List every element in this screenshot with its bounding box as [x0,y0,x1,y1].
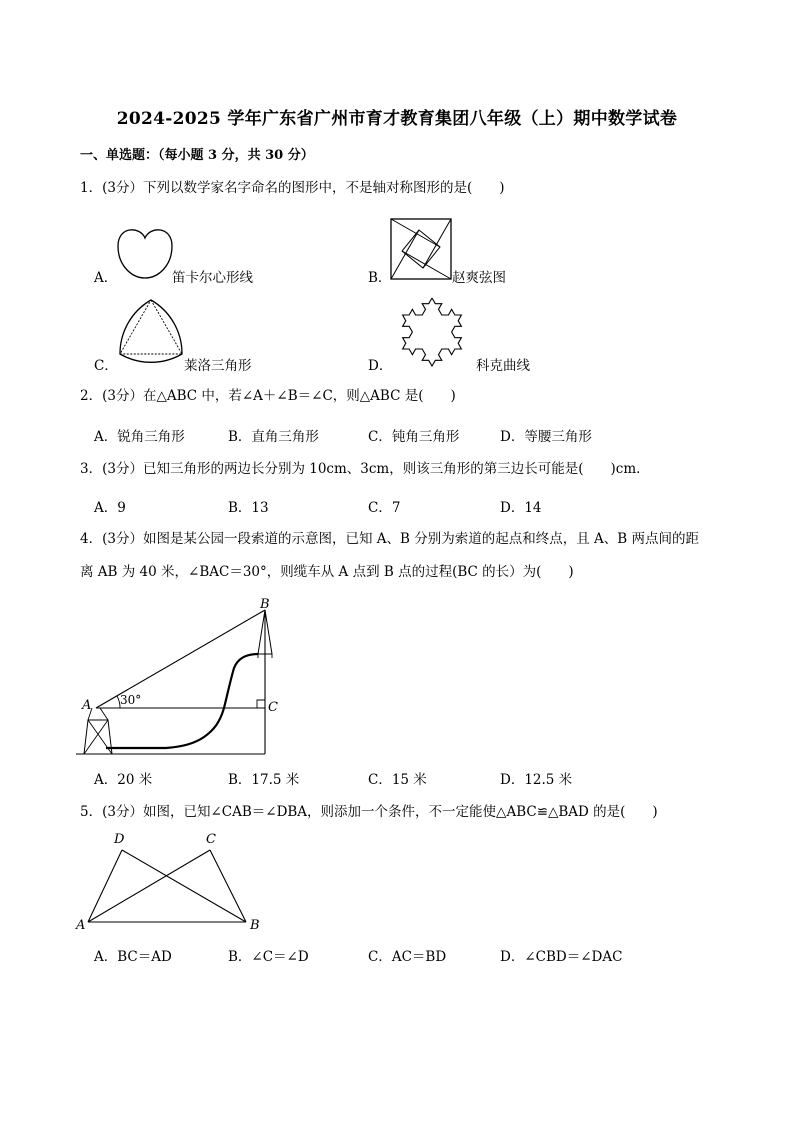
q5-option-c: C．AC＝BD [368,949,447,965]
reuleaux-triangle-figure [116,298,186,358]
q5-label-d: D [114,832,125,847]
cardioid-figure [110,224,180,284]
question-4-stem-line-1: 4．(3分）如图是某公园一段索道的示意图，已知 A、B 分别为索道的起点和终点，且 A、B 两点间的距 [80,531,699,547]
q2-option-a: A．锐角三角形 [94,429,185,445]
q1-option-a-letter: A． [94,270,118,286]
q4-label-c: C [268,700,278,715]
q2-option-b: B．直角三角形 [228,429,319,445]
q4-angle-label: 30° [120,693,142,707]
zhao-shuang-diagram-figure [390,218,454,282]
q5-option-d: D．∠CBD＝∠DAC [500,949,623,965]
page-title: 2024-2025 学年广东省广州市育才教育集团八年级（上）期中数学试卷 [116,109,678,129]
cable-car-figure [76,596,286,758]
q5-option-b: B．∠C＝∠D [228,949,309,965]
q5-label-c: C [206,832,216,847]
q3-option-c: C．7 [368,500,401,516]
question-1-stem: 1．(3分）下列以数学家名字命名的图形中，不是轴对称图形的是( ) [80,180,505,196]
q1-option-b-letter: B． [368,270,392,286]
q1-option-a-caption: 笛卡尔心形线 [172,270,253,286]
q3-option-d: D．14 [500,500,542,516]
question-5-stem: 5．(3分）如图，已知∠CAB＝∠DBA，则添加一个条件，不一定能使△ABC≌△BAD 的是( ) [80,804,658,820]
q1-option-d-letter: D． [368,358,393,374]
q3-option-a: A．9 [94,500,126,516]
q1-option-b-caption: 赵爽弦图 [452,270,506,286]
question-3-stem: 3．(3分）已知三角形的两边长分别为 10cm、3cm，则该三角形的第三边长可能是( )cm． [80,461,650,477]
q1-option-c-caption: 莱洛三角形 [184,358,252,374]
q2-option-c: C．钝角三角形 [368,429,460,445]
q5-option-a: A．BC＝AD [94,949,172,965]
q3-option-b: B．13 [228,500,269,516]
q4-label-b: B [260,597,270,612]
q4-option-b: B．17.5 米 [228,772,300,788]
question-2-stem: 2．(3分）在△ABC 中，若∠A＋∠B＝∠C，则△ABC 是( ) [80,388,456,404]
q4-option-d: D．12.5 米 [500,772,573,788]
koch-snowflake-figure [390,294,474,366]
q2-option-d: D．等腰三角形 [500,429,592,445]
section-heading: 一、单选题：（每小题 3 分，共 30 分） [80,148,314,163]
q4-label-a: A [82,698,92,713]
q1-option-c-letter: C． [94,358,118,374]
q1-option-d-caption: 科克曲线 [476,358,530,374]
q5-label-b: B [250,918,260,933]
congruent-triangles-figure [84,844,254,928]
q5-label-a: A [76,918,86,933]
q4-option-a: A．20 米 [94,772,153,788]
q4-option-c: C．15 米 [368,772,427,788]
question-4-stem-line-2: 离 AB 为 40 米，∠BAC＝30°，则缆车从 A 点到 B 点的过程(BC 的长）为( ) [80,564,574,580]
